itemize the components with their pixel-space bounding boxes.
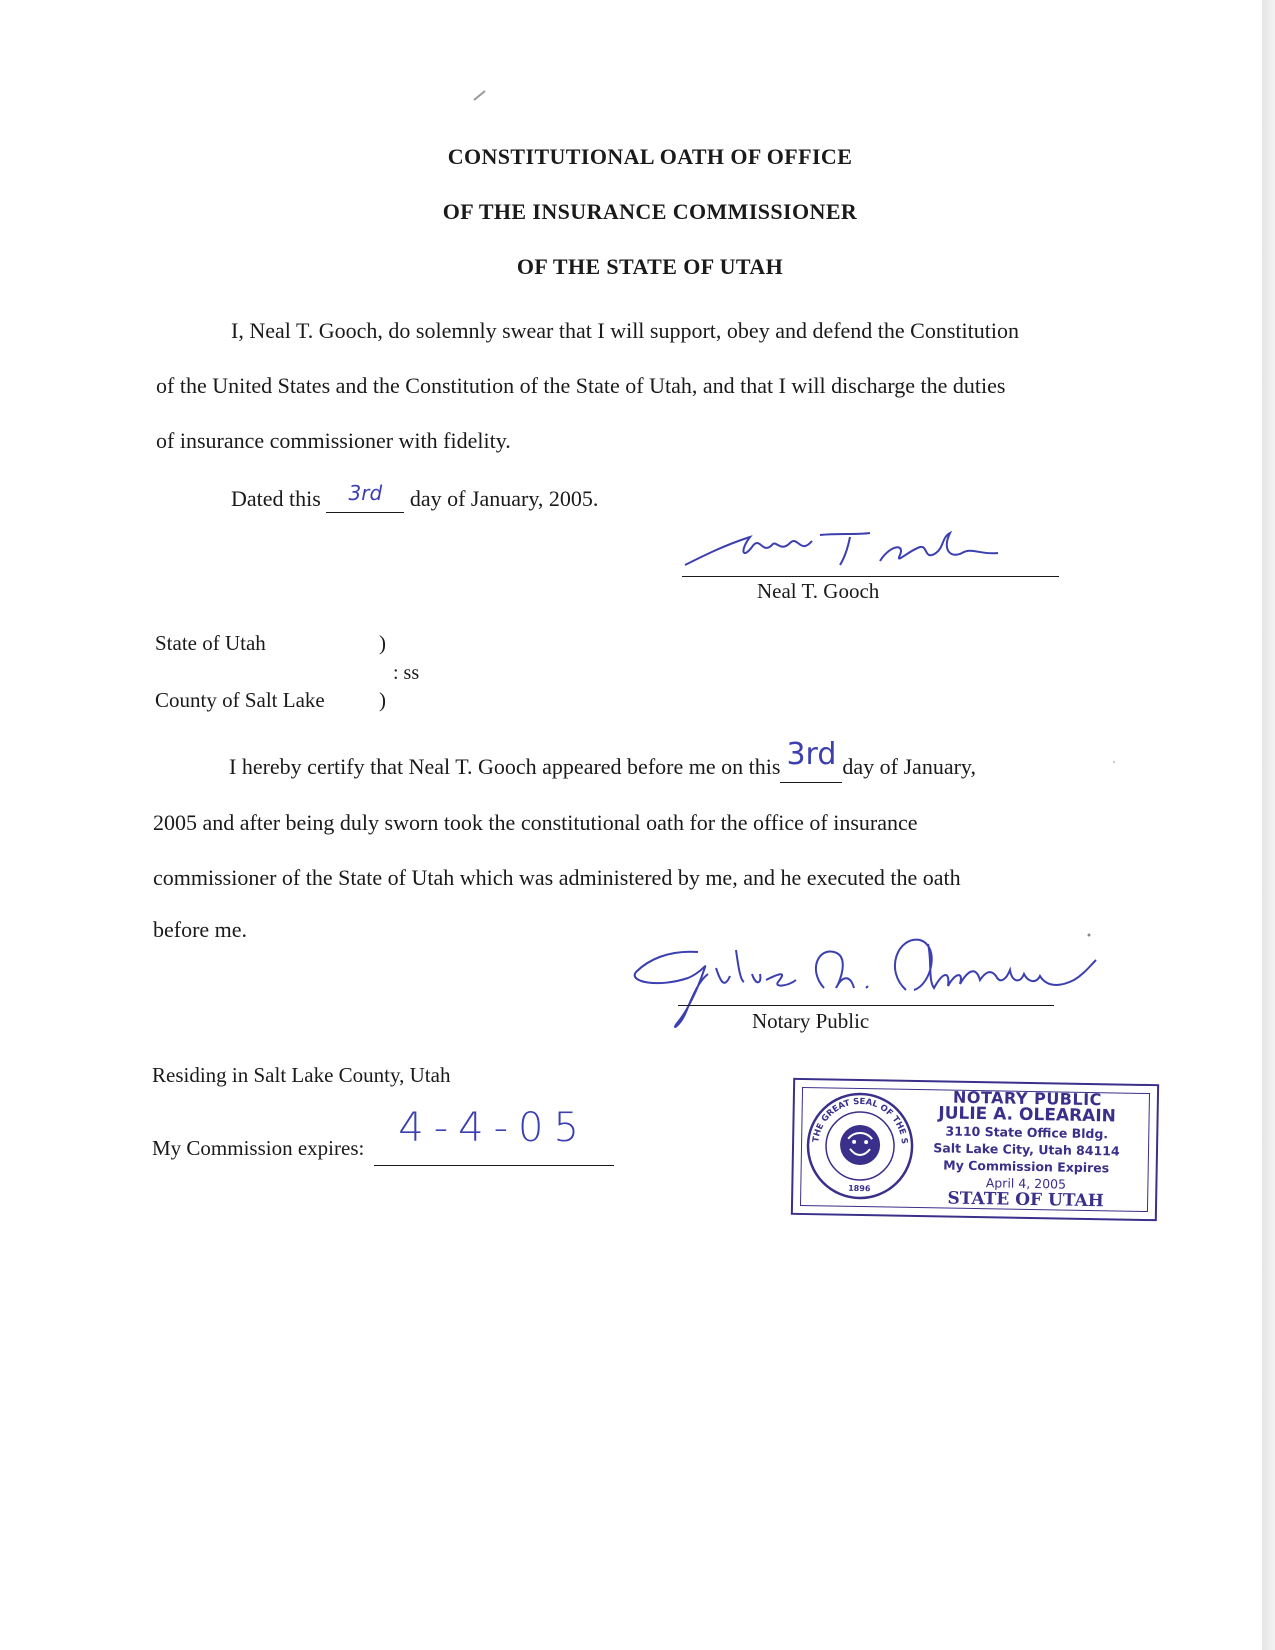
cert-line-2: 2005 and after being duly sworn took the constitutional oath for the office of insurance: [153, 810, 918, 835]
stamp-expires-date: April 4, 2005: [985, 1175, 1067, 1192]
venue-state: State of Utah: [155, 631, 266, 655]
oath-signature-scribble: [680, 525, 1010, 573]
cert-line-4: before me.: [153, 917, 248, 942]
commission-label: My Commission expires:: [152, 1136, 365, 1160]
cert-day-handwritten: 3rd: [786, 737, 837, 772]
venue-paren-close: ): [379, 688, 386, 712]
notary-signature-line: [678, 1005, 1054, 1006]
commission-line: [152, 1105, 614, 1166]
speck-2: [1112, 760, 1116, 764]
cert-line-1: [229, 737, 976, 783]
stamp-expires-label: My Commission Expires: [943, 1157, 1110, 1176]
stamp-text-block: [913, 1088, 1140, 1211]
stamp-address-1: 3110 State Office Bldg.: [945, 1123, 1109, 1142]
cert-line-3: commissioner of the State of Utah which was administered by me, and he executed the oath: [153, 865, 961, 890]
title-line-3: OF THE STATE OF UTAH: [516, 254, 784, 279]
dated-prefix: Dated this: [231, 486, 321, 511]
notary-stamp: [791, 1078, 1159, 1221]
oath-line-1: I, Neal T. Gooch, do solemnly swear that I will support, obey and defend the Constitution: [231, 318, 1019, 343]
cert-suffix: day of January,: [842, 754, 976, 779]
venue-paren-open: ): [379, 631, 386, 655]
dated-suffix: day of January, 2005.: [409, 486, 599, 511]
residing-line: Residing in Salt Lake County, Utah: [152, 1063, 451, 1087]
oath-signature-line: [682, 576, 1059, 577]
dated-day-handwritten: 3rd: [348, 481, 383, 505]
speck-1: [1087, 933, 1091, 937]
oath-line-2: of the United States and the Constitution of the State of Utah, and that I will discharge the duties: [156, 373, 1006, 398]
title-line-1: CONSTITUTIONAL OATH OF OFFICE: [447, 144, 853, 169]
stamp-title: NOTARY PUBLIC: [952, 1087, 1103, 1110]
title-line-2: OF THE INSURANCE COMMISSIONER: [442, 199, 858, 224]
notary-caption: Notary Public: [752, 1009, 870, 1033]
stamp-state: STATE OF UTAH: [947, 1188, 1104, 1212]
cert-prefix: I hereby certify that Neal T. Gooch appeared before me on this: [229, 754, 781, 779]
commission-date-handwritten: 4-4-05: [398, 1105, 589, 1151]
state-seal-icon: [801, 1078, 917, 1206]
venue-county: County of Salt Lake: [155, 688, 325, 712]
seal-year: 1896: [848, 1183, 871, 1194]
seal-ring-text: THE GREAT SEAL OF THE STATE OF UTAH: [801, 1078, 910, 1145]
commission-date-blank: [374, 1105, 614, 1166]
dated-day-blank: [326, 481, 404, 513]
stray-mark: [473, 89, 487, 101]
stamp-address-2: Salt Lake City, Utah 84114: [933, 1140, 1120, 1159]
oath-signer-name: Neal T. Gooch: [757, 579, 880, 603]
notary-signature-scribble: [628, 930, 1128, 1040]
stamp-notary-name: JULIE A. OLEARAIN: [938, 1103, 1117, 1127]
page-edge: [1262, 0, 1275, 1650]
cert-day-blank: [780, 737, 842, 783]
venue-ss: : ss: [393, 662, 420, 684]
dated-line: [231, 481, 599, 513]
oath-line-3: of insurance commissioner with fidelity.: [156, 428, 511, 453]
